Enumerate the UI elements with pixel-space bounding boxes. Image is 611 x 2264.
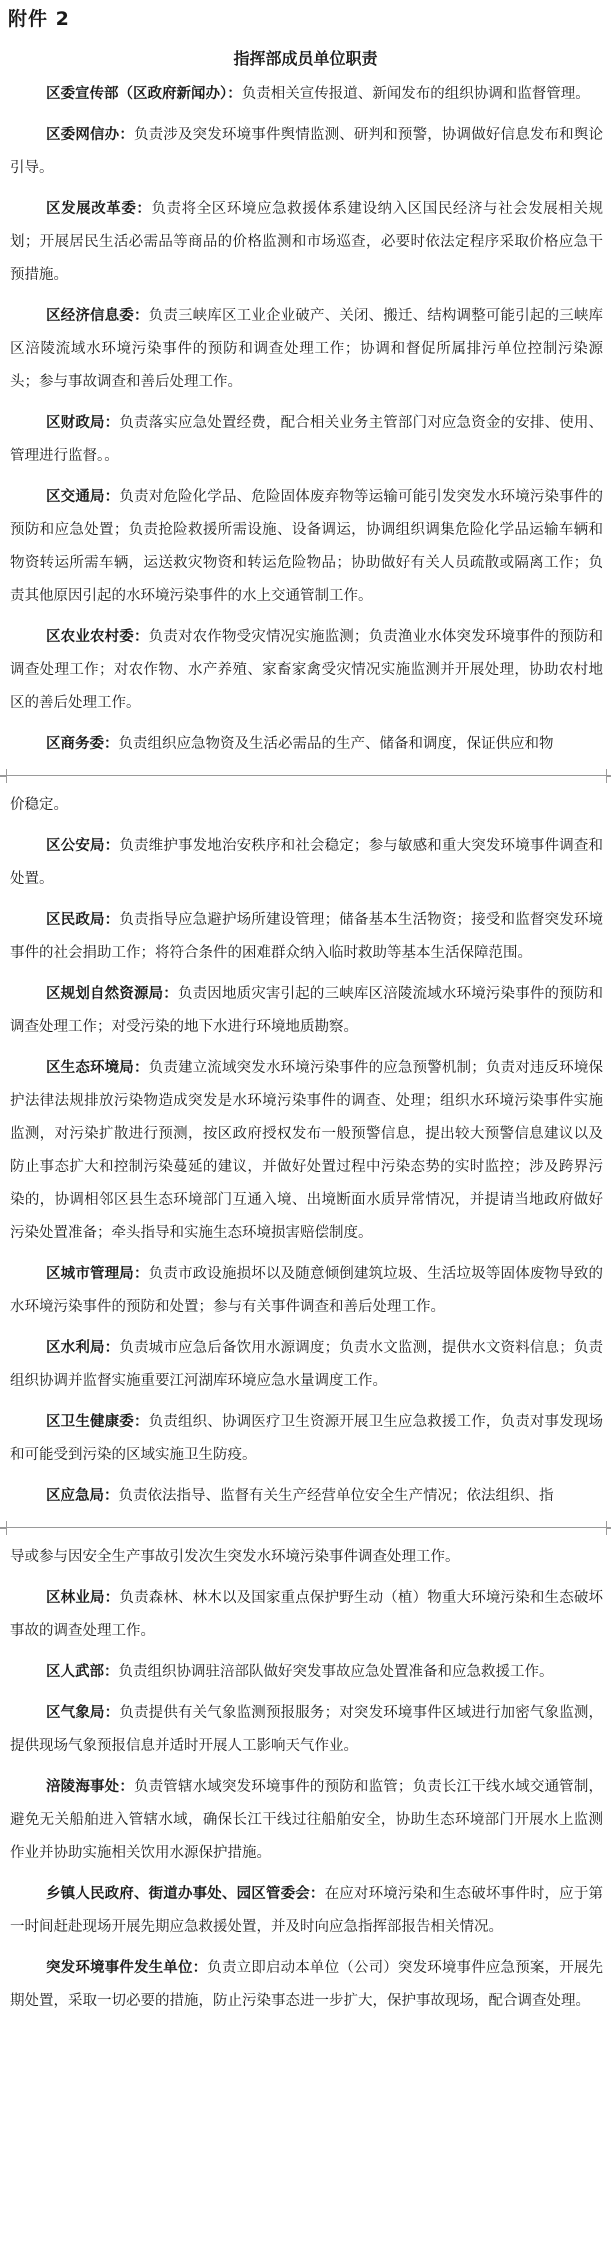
department-separator: ： xyxy=(133,1414,149,1430)
department-name: 涪陵海事处 xyxy=(46,1779,120,1795)
duty-entry xyxy=(10,1480,603,1513)
duty-entry xyxy=(10,407,603,473)
duty-entry xyxy=(10,904,603,970)
department-duty-text: 负责市政设施损坏以及随意倾倒建筑垃圾、生活垃圾等固体废物导致的水环境污染事件的预防和处置；参与有关事件调查和善后处理工作。 xyxy=(10,1266,604,1315)
duty-entry xyxy=(10,1878,603,1944)
department-name: 区经济信息委 xyxy=(46,308,134,324)
department-name: 区委宣传部（区政府新闻办） xyxy=(46,86,228,102)
page-break-divider xyxy=(0,1521,611,1533)
department-duty-text: 负责提供有关气象监测预报服务；对突发环境事件区域进行加密气象监测，提供现场气象预报信息并适时开展人工影响天气作业。 xyxy=(10,1705,604,1754)
duty-entry-continuation: 导或参与因安全生产事故引发次生突发水环境污染事件调查处理工作。 xyxy=(10,1549,460,1565)
department-duty-text: 负责指导应急避护场所建设管理；储备基本生活物资；接受和监督突发环境事件的社会捐助工作；将符合条件的困难群众纳入临时救助等基本生活保障范围。 xyxy=(10,912,604,961)
duty-entry xyxy=(10,621,603,720)
duty-entry xyxy=(10,78,603,111)
department-name: 区气象局 xyxy=(46,1705,105,1721)
duty-entry-continuation: 价稳定。 xyxy=(10,797,68,813)
duty-list xyxy=(10,78,603,2026)
duty-entry xyxy=(10,1697,603,1763)
department-separator: ： xyxy=(133,629,149,645)
department-name: 区商务委 xyxy=(46,736,104,752)
department-duty-text: 负责依法指导、监督有关生产经营单位安全生产情况；依法组织、指 xyxy=(118,1488,554,1504)
page-corner-mark xyxy=(0,1521,7,1528)
department-name: 区人武部 xyxy=(46,1664,104,1680)
department-name: 区交通局 xyxy=(46,489,105,505)
department-duty-text: 负责管辖水域突发环境事件的预防和监管；负责长江干线水域交通管制，避免无关船舶进入管辖水域，确保长江干线过往船舶安全，协助生态环境部门开展水上监测作业并协助实施相关饮用水源保护措施。 xyxy=(10,1779,604,1861)
duty-entry xyxy=(10,1952,603,2018)
duty-entry xyxy=(10,1771,603,1870)
page-corner-mark xyxy=(606,1521,611,1528)
department-duty-text: 负责组织协调驻涪部队做好突发事故应急处置准备和应急救援工作。 xyxy=(118,1664,554,1680)
department-duty-text: 负责相关宣传报道、新闻发布的组织协调和监督管理。 xyxy=(241,86,590,102)
department-separator: ： xyxy=(104,1340,120,1356)
department-duty-text: 负责落实应急处置经费，配合相关业务主管部门对应急资金的安排、使用、管理进行监督。。 xyxy=(10,415,604,464)
department-separator: ： xyxy=(119,1779,134,1795)
department-separator: ： xyxy=(309,1886,325,1902)
department-duty-text: 负责建立流域突发水环境污染事件的应急预警机制；负责对违反环境保护法律法规排放污染物造成突发是水环境污染事件的调查、处理；组织水环境污染事件实施监测，对污染扩散进行预测，按区政府授权发布一般预警信息，提出较大预警信息建议以及防止事态扩大和控制污染蔓延的建议，并做好处置过程中污染态势的实时监控；涉及跨界污染的，协调相邻区县生态环境部门互通入境、出境断面水质异常情况，并提请当地政府做好污染处置准备；牵头指导和实施生态环境损害赔偿制度。 xyxy=(10,1060,604,1241)
department-separator: ： xyxy=(119,127,134,143)
department-name: 区委网信办 xyxy=(46,127,120,143)
department-duty-text: 负责因地质灾害引起的三峡库区涪陵流域水环境污染事件的预防和调查处理工作；对受污染的地下水进行环境地质勘察。 xyxy=(10,986,604,1035)
department-duty-text: 负责将全区环境应急救援体系建设纳入区国民经济与社会发展相关规划；开展居民生活必需品等商品的价格监测和市场巡查，必要时依法定程序采取价格应急干预措施。 xyxy=(10,201,604,283)
department-name: 区规划自然资源局 xyxy=(46,986,164,1002)
department-separator: ： xyxy=(104,1590,120,1606)
department-name: 区民政局 xyxy=(46,912,105,928)
department-duty-text: 负责对农作物受灾情况实施监测；负责渔业水体突发环境事件的预防和调查处理工作；对农作物、水产养殖、家畜家禽受灾情况实施监测并开展处理，协助农村地区的善后处理工作。 xyxy=(10,629,604,711)
department-name: 区应急局 xyxy=(46,1488,104,1504)
duty-entry xyxy=(10,830,603,896)
department-separator: ： xyxy=(192,1960,208,1976)
page-corner-mark xyxy=(606,769,611,776)
department-separator: ： xyxy=(133,308,149,324)
department-duty-text: 负责组织、协调医疗卫生资源开展卫生应急救援工作，负责对事发现场和可能受到污染的区域实施卫生防疫。 xyxy=(10,1414,604,1463)
department-duty-text: 负责涉及突发环境事件舆情监测、研判和预警，协调做好信息发布和舆论引导。 xyxy=(10,127,604,176)
attachment-label: 附件 2 xyxy=(8,8,70,30)
duty-entry xyxy=(10,1656,603,1689)
department-duty-text: 负责维护事发地治安秩序和社会稳定；参与敏感和重大突发环境事件调查和处置。 xyxy=(10,838,604,887)
department-name: 区生态环境局 xyxy=(46,1060,134,1076)
department-separator: ： xyxy=(227,86,242,102)
department-name: 区公安局 xyxy=(46,838,105,854)
duty-entry xyxy=(10,728,603,761)
duty-entry xyxy=(10,978,603,1044)
department-separator: ： xyxy=(104,489,120,505)
department-name: 区财政局 xyxy=(46,415,105,431)
duty-entry xyxy=(10,481,603,613)
department-name: 区水利局 xyxy=(46,1340,105,1356)
department-name: 突发环境事件发生单位 xyxy=(46,1960,193,1976)
department-separator: ： xyxy=(104,1705,120,1721)
page-corner-mark xyxy=(0,776,7,783)
page-corner-mark xyxy=(606,1528,611,1535)
department-separator: ： xyxy=(104,1488,119,1504)
duty-entry xyxy=(10,193,603,292)
duty-entry xyxy=(10,119,603,185)
duty-entry xyxy=(10,1582,603,1648)
department-separator: ： xyxy=(104,415,120,431)
department-name: 区卫生健康委 xyxy=(46,1414,134,1430)
page-corner-mark xyxy=(0,1528,7,1535)
duty-entry xyxy=(10,1332,603,1398)
department-separator: ： xyxy=(104,912,120,928)
page-break-divider xyxy=(0,769,611,781)
duty-entry xyxy=(10,300,603,399)
department-separator: ： xyxy=(104,1664,119,1680)
page-corner-mark xyxy=(606,776,611,783)
department-duty-text: 负责森林、林木以及国家重点保护野生动（植）物重大环境污染和生态破坏事故的调查处理工作。 xyxy=(10,1590,604,1639)
department-duty-text: 负责组织应急物资及生活必需品的生产、储备和调度，保证供应和物 xyxy=(118,736,554,752)
page-corner-mark xyxy=(0,769,7,776)
duty-entry xyxy=(10,1406,603,1472)
duty-entry xyxy=(10,1258,603,1324)
department-name: 区城市管理局 xyxy=(46,1266,134,1282)
duty-entry xyxy=(10,1052,603,1250)
department-name: 区农业农村委 xyxy=(46,629,134,645)
department-name: 区发展改革委 xyxy=(46,201,137,217)
document-title: 指挥部成员单位职责 xyxy=(233,49,378,68)
department-separator: ： xyxy=(104,736,119,752)
department-separator: ： xyxy=(104,838,120,854)
department-duty-text: 在应对环境污染和生态破坏事件时，应于第一时间赶赴现场开展先期应急救援处置，并及时向应急指挥部报告相关情况。 xyxy=(10,1886,604,1935)
department-duty-text: 负责三峡库区工业企业破产、关闭、搬迁、结构调整可能引起的三峡库区涪陵流域水环境污染事件的预防和调查处理工作；协调和督促所属排污单位控制污染源头；参与事故调查和善后处理工作。 xyxy=(10,308,604,390)
department-separator: ： xyxy=(133,1266,149,1282)
department-separator: ： xyxy=(136,201,152,217)
department-name: 乡镇人民政府、街道办事处、园区管委会 xyxy=(46,1886,310,1902)
department-duty-text: 负责立即启动本单位（公司）突发环境事件应急预案，开展先期处置，采取一切必要的措施，防止污染事态进一步扩大，保护事故现场，配合调查处理。 xyxy=(10,1960,604,2009)
department-separator: ： xyxy=(133,1060,149,1076)
department-separator: ： xyxy=(163,986,178,1002)
department-name: 区林业局 xyxy=(46,1590,105,1606)
department-duty-text: 负责城市应急后备饮用水源调度；负责水文监测，提供水文资料信息；负责组织协调并监督实施重要江河湖库环境应急水量调度工作。 xyxy=(10,1340,604,1389)
department-duty-text: 负责对危险化学品、危险固体废弃物等运输可能引发突发水环境污染事件的预防和应急处置；负责抢险救援所需设施、设备调运，协调组织调集危险化学品运输车辆和物资转运所需车辆，运送救灾物资和转运危险物品；协助做好有关人员疏散或隔离工作；负责其他原因引起的水环境污染事件的水上交通管制工作。 xyxy=(10,489,604,604)
